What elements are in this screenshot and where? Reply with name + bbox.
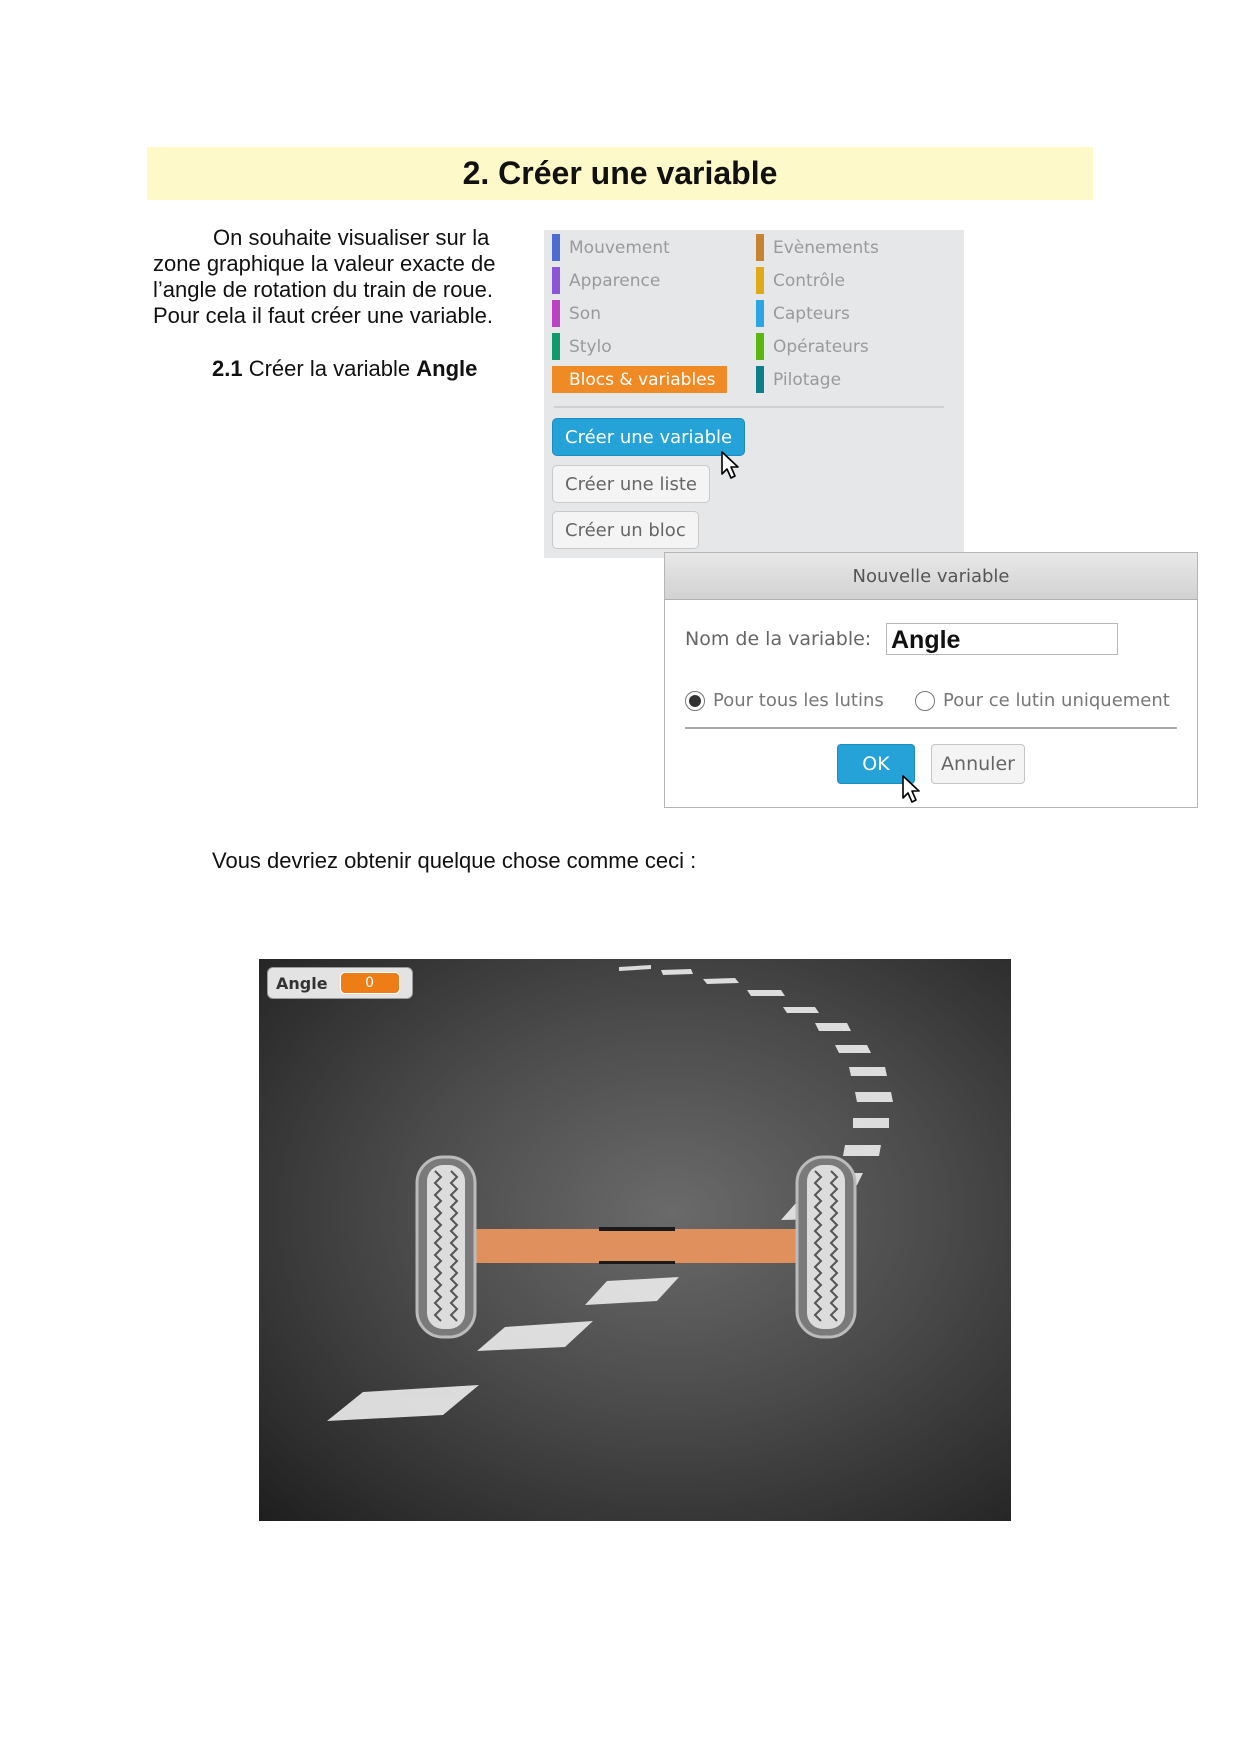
- subheading: [212, 356, 477, 382]
- category-color-swatch: [552, 366, 560, 393]
- category-color-swatch: [552, 300, 560, 327]
- category-sound[interactable]: [552, 300, 601, 327]
- radio-selected-icon: [685, 691, 705, 711]
- variable-monitor-name: Angle: [276, 973, 328, 993]
- intro-paragraph: [153, 225, 518, 329]
- category-variables[interactable]: [552, 366, 727, 393]
- category-looks[interactable]: [552, 267, 660, 294]
- radio-unselected-icon: [915, 691, 935, 711]
- category-color-swatch: [756, 300, 764, 327]
- stage-area: [259, 959, 1011, 1521]
- subheading-variable-name: Angle: [416, 356, 478, 381]
- category-color-swatch: [756, 366, 764, 393]
- category-sensing[interactable]: [756, 300, 850, 327]
- dialog-divider: [685, 727, 1177, 729]
- subheading-text: Créer la variable: [248, 356, 411, 381]
- category-color-swatch: [552, 333, 560, 360]
- section-title: 2. Créer une variable: [462, 155, 778, 191]
- palette-divider: [554, 406, 944, 408]
- variable-name-input[interactable]: Angle: [886, 623, 1118, 655]
- category-label: Stylo: [569, 336, 612, 357]
- mouse-cursor-icon: [720, 450, 742, 480]
- category-pen[interactable]: [552, 333, 612, 360]
- axle-center-mark: [599, 1261, 675, 1264]
- category-color-swatch: [756, 333, 764, 360]
- road-illustration: [259, 959, 1011, 1521]
- section-title-band: [147, 147, 1093, 200]
- category-operators[interactable]: [756, 333, 869, 360]
- new-variable-dialog: [664, 552, 1198, 808]
- radio-this-sprite[interactable]: [915, 690, 1170, 711]
- subheading-number: 2.1: [212, 356, 243, 381]
- dialog-title: Nouvelle variable: [665, 552, 1197, 600]
- category-robotics[interactable]: [756, 366, 841, 393]
- axle-center-mark: [599, 1227, 675, 1231]
- make-block-button[interactable]: Créer un bloc: [552, 511, 699, 549]
- mouse-cursor-icon: [901, 774, 923, 804]
- category-color-swatch: [552, 234, 560, 261]
- radio-all-sprites-label: Pour tous les lutins: [713, 690, 884, 711]
- intro-line: l’angle de rotation du train de roue.: [153, 277, 494, 302]
- category-control[interactable]: [756, 267, 845, 294]
- category-label: Son: [569, 303, 601, 324]
- intro-line: zone graphique la valeur exacte de: [153, 251, 496, 276]
- intro-line: On souhaite visualiser sur la: [213, 225, 490, 250]
- category-events[interactable]: [756, 234, 879, 261]
- radio-all-sprites[interactable]: [685, 690, 884, 711]
- category-label: Mouvement: [569, 237, 670, 258]
- category-label: Capteurs: [773, 303, 850, 324]
- category-motion[interactable]: [552, 234, 670, 261]
- category-label: Opérateurs: [773, 336, 869, 357]
- axle-body: [475, 1229, 797, 1263]
- category-label: Pilotage: [773, 369, 842, 390]
- left-wheel: [417, 1157, 475, 1337]
- variable-monitor-value: 0: [340, 972, 400, 994]
- make-list-button[interactable]: Créer une liste: [552, 465, 710, 503]
- right-wheel: [797, 1157, 855, 1337]
- variable-name-label: Nom de la variable:: [685, 628, 872, 650]
- variable-monitor[interactable]: [267, 967, 413, 999]
- category-label: Evènements: [773, 237, 879, 258]
- category-color-swatch: [756, 234, 764, 261]
- category-color-swatch: [756, 267, 764, 294]
- intro-line: Pour cela il faut créer une variable.: [153, 303, 493, 328]
- result-caption: Vous devriez obtenir quelque chose comme ceci :: [212, 848, 697, 873]
- radio-this-sprite-label: Pour ce lutin uniquement: [943, 690, 1170, 711]
- category-label: Contrôle: [773, 270, 845, 291]
- category-label: Apparence: [569, 270, 661, 291]
- block-palette: [544, 230, 964, 558]
- cancel-button[interactable]: Annuler: [931, 744, 1025, 784]
- ok-button[interactable]: OK: [837, 744, 915, 784]
- category-label: Blocs & variables: [569, 369, 716, 390]
- make-variable-button[interactable]: Créer une variable: [552, 418, 745, 456]
- category-color-swatch: [552, 267, 560, 294]
